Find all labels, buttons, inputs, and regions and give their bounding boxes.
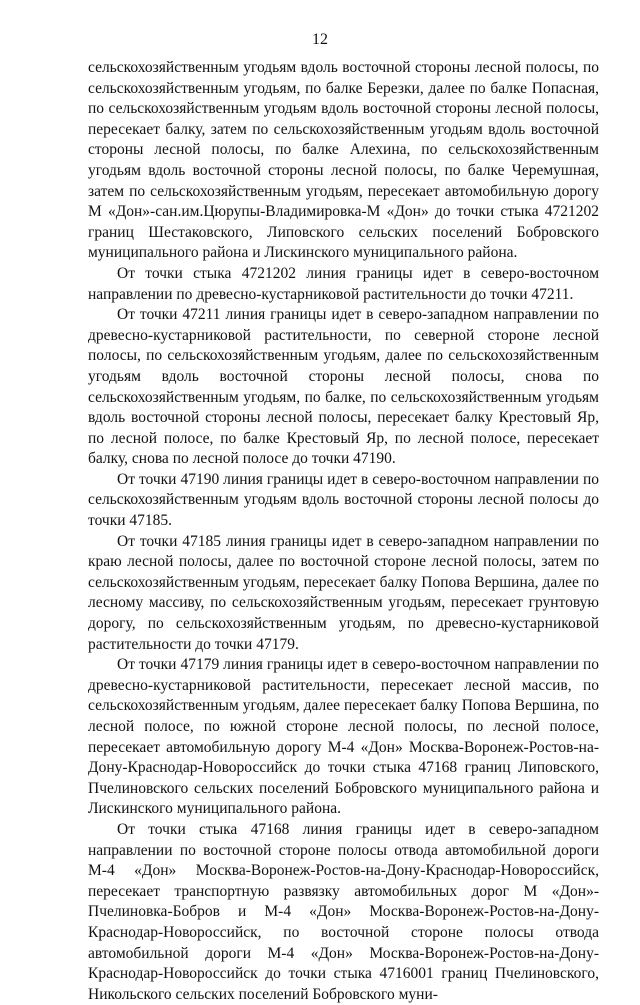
paragraph: От точки стыка 4721202 линия границы идет в северо-восточном направлении по древесно-кустарниковой растительности до точки 47211. [88, 264, 599, 303]
paragraph-continuation: сельскохозяйственным угодьям вдоль восточной стороны лесной полосы, по сельскохозяйственным угодьям, по балке Березки, далее по балке Попасная, по сельскохозяйственным угодьям вдоль восточной стороны лесной полосы, пересекает балку, затем по сельскохозяйственным угодьям вдоль восточной стороны лесной полосы, по балке Алехина, по сельскохозяйственным угодьям вдоль восточной стороны лесной полосы, по балке Черемушная, затем по сельскохозяйственным угодьям, пересекает автомобильную дорогу М «Дон»-сан.им.Цюрупы-Владимировка-М «Дон» до точки стыка 4721202 границ Шестаковского, Липовского сельских поселений Бобровского муниципального района и Лискинского муниципального района. [88, 59, 599, 262]
paragraph: От точки 47179 линия границы идет в северо-восточном направлении по древесно-кустарниковой растительности, пересекает лесной массив, по сельскохозяйственным угодьям, далее пересекает балку Попова Вершина, по лесной полосе, по южной стороне лесной полосы, по лесной полосе, пересекает автомобильную дорогу М-4 «Дон» Москва-Воронеж-Ростов-на-Дону-Краснодар-Новороссийск до точки стыка 47168 границ Липовского, Пчелиновского сельских поселений Бобровского муниципального района и Лискинского муниципального района. [88, 656, 599, 818]
paragraph: От точки стыка 47168 линия границы идет в северо-западном направлении по восточной стороне полосы отвода автомобильной дороги М-4 «Дон» Москва-Воронеж-Ростов-на-Дону-Краснодар-Новороссийск, пересекает транспортную развязку автомобильных дорог М «Дон»-Пчелиновка-Бобров и М-4 «Дон» Москва-Воронеж-Ростов-на-Дону-Краснодар-Новороссийск, по восточной стороне полосы отвода автомобильной дороги М-4 «Дон» Москва-Воронеж-Ростов-на-Дону-Краснодар-Новороссийск до точки стыка 4716001 границ Пчелиновского, Никольского сельских поселений Бобровского муни- [88, 820, 599, 1003]
page-number: 12 [312, 31, 328, 48]
document-body [88, 58, 599, 1005]
paragraph: От точки 47185 линия границы идет в северо-западном направлении по краю лесной полосы, далее по восточной стороне лесной полосы, затем по сельскохозяйственным угодьям, пересекает балку Попова Вершина, далее по лесному массиву, по сельскохозяйственным угодьям, пересекает грунтовую дорогу, по сельскохозяйственным угодьям, по древесно-кустарниковой растительности до точки 47179. [88, 532, 599, 653]
paragraph: От точки 47211 линия границы идет в северо-западном направлении по древесно-кустарниковой растительности, по северной стороне лесной полосы, по сельскохозяйственным угодьям, далее по сельскохозяйственным угодьям вдоль восточной стороны лесной полосы, снова по сельскохозяйственным угодьям, по балке, по сельскохозяйственным угодьям вдоль восточной стороны лесной полосы, пересекает балку Крестовый Яр, по лесной полосе, по балке Крестовый Яр, по лесной полосе, пересекает балку, снова по лесной полосе до точки 47190. [88, 306, 599, 468]
paragraph: От точки 47190 линия границы идет в северо-восточном направлении по сельскохозяйственным угодьям вдоль восточной стороны лесной полосы до точки 47185. [88, 470, 599, 530]
